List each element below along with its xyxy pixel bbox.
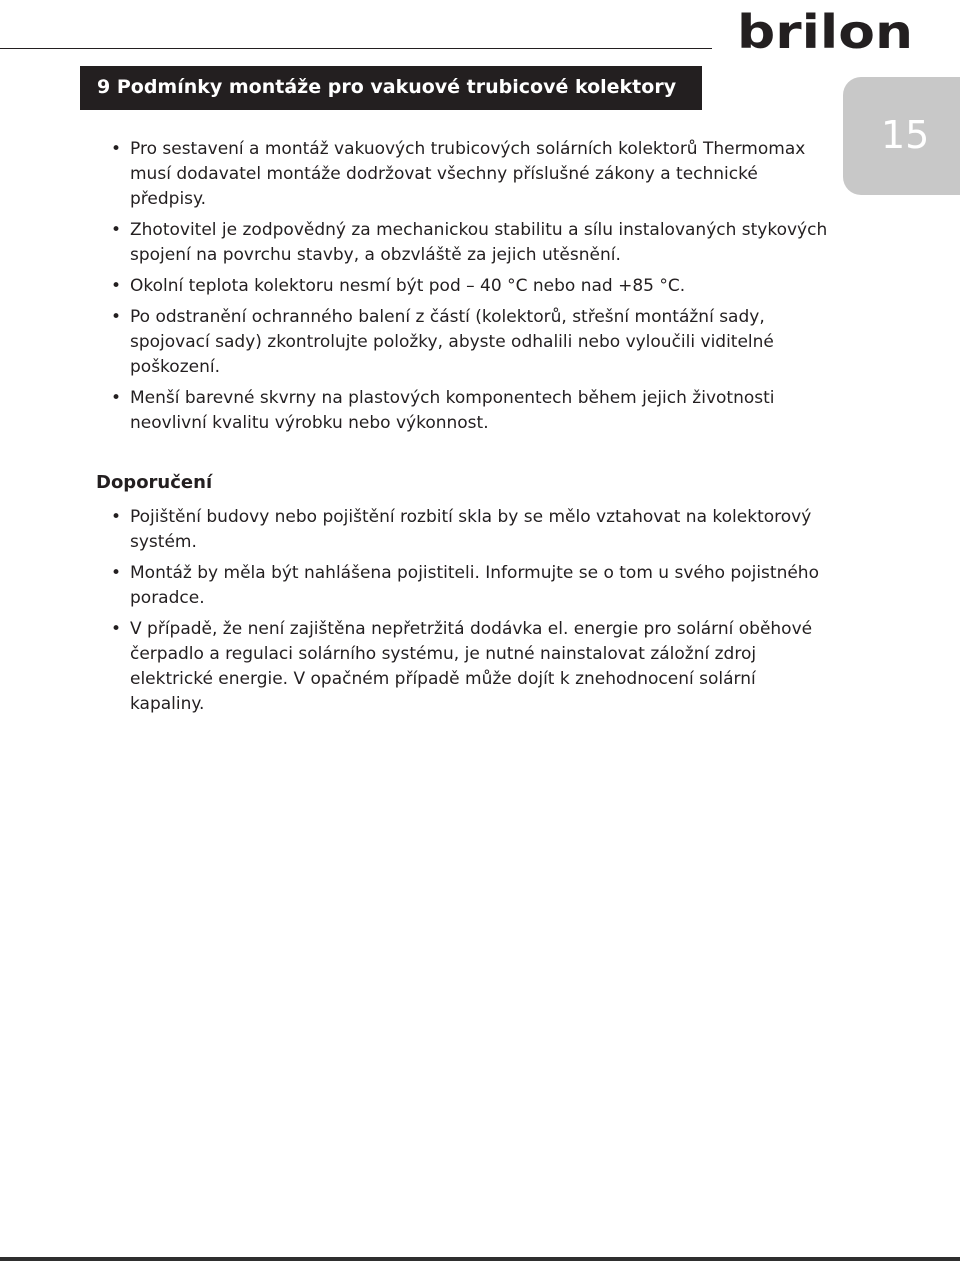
list-item (108, 274, 828, 299)
bullet-icon: • (111, 563, 122, 583)
list-item (108, 386, 828, 436)
list-item (108, 617, 828, 717)
list-item-text: Okolní teplota kolektoru nesmí být pod – 40 °C nebo nad +85 °C. (130, 276, 686, 296)
section-title-bar (80, 66, 702, 110)
bullet-icon: • (111, 220, 122, 240)
list-item (108, 561, 828, 611)
bullet-icon: • (111, 507, 122, 527)
list-item (108, 505, 828, 555)
bottom-rule (0, 1257, 960, 1261)
list-item-text: V případě, že není zajištěna nepřetržitá dodávka el. energie pro solární oběhové čerpadlo a regulaci solárního systému, je nutné nainstalovat záložní zdroj elektrické energie. V opačném případě může dojít k znehodnocení solární kapaliny. (130, 619, 813, 714)
list-item-text: Zhotovitel je zodpovědný za mechanickou stabilitu a sílu instalovaných stykových spojení na povrchu stavby, a obzvláště za jejich utěsnění. (130, 220, 828, 265)
page-number-tab (843, 77, 960, 195)
list-item-text: Po odstranění ochranného balení z částí (kolektorů, střešní montážní sady, spojovací sady) zkontrolujte položky, abyste odhalili nebo vyloučili viditelné poškození. (130, 307, 774, 377)
list-item (108, 137, 828, 212)
page-number: 15 (881, 113, 930, 157)
conditions-list (108, 137, 828, 442)
svg-text:brilon: brilon (737, 5, 913, 54)
list-item-text: Menší barevné skvrny na plastových komponentech během jejich životnosti neovlivní kvalitu výrobku nebo výkonnost. (130, 388, 775, 433)
brand-logo (737, 2, 917, 54)
bullet-icon: • (111, 619, 122, 639)
list-item-text: Montáž by měla být nahlášena pojistiteli. Informujte se o tom u svého pojistného poradce. (130, 563, 819, 608)
list-item (108, 305, 828, 380)
bullet-icon: • (111, 139, 122, 159)
section-title: 9 Podmínky montáže pro vakuové trubicové kolektory (97, 76, 677, 98)
list-item (108, 218, 828, 268)
recommendations-list (108, 505, 828, 723)
list-item-text: Pojištění budovy nebo pojištění rozbití skla by se mělo vztahovat na kolektorový systém. (130, 507, 812, 552)
list-item-text: Pro sestavení a montáž vakuových trubicových solárních kolektorů Thermomax musí dodavatel montáže dodržovat všechny příslušné zákony a technické předpisy. (130, 139, 806, 209)
top-rule (0, 48, 712, 49)
recommendations-heading: Doporučení (96, 472, 213, 493)
bullet-icon: • (111, 307, 122, 327)
bullet-icon: • (111, 276, 122, 296)
bullet-icon: • (111, 388, 122, 408)
